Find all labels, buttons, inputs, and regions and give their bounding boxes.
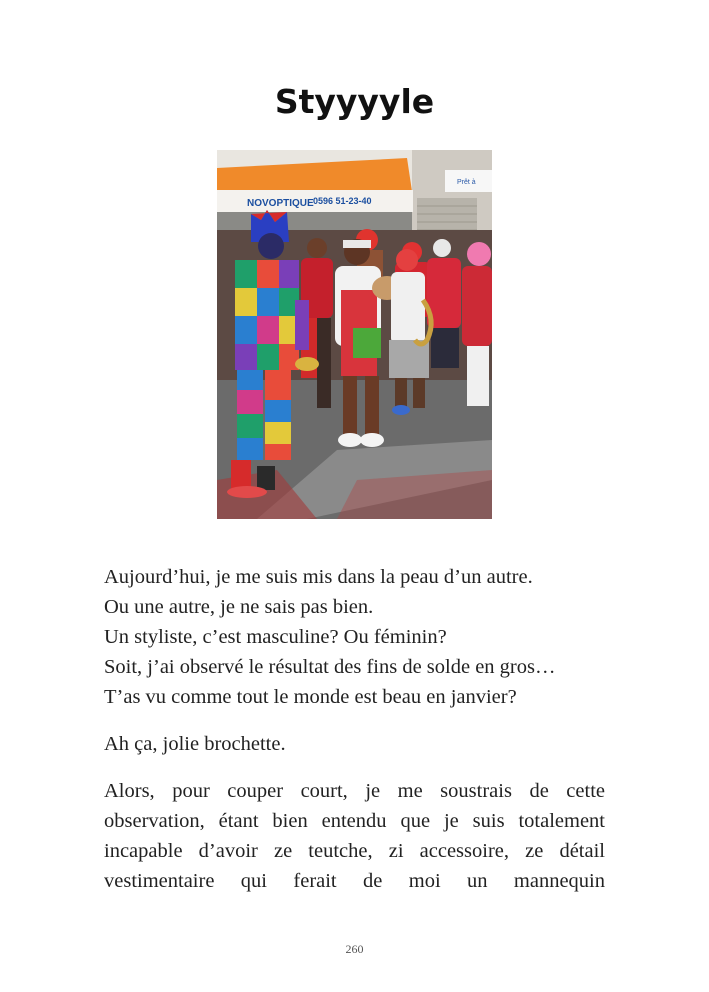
body-text (104, 562, 605, 913)
sign-phone: 0596 51-23-40 (313, 196, 372, 206)
page-number: 260 (345, 942, 364, 956)
sign-brand: NOVOPTIQUE (247, 198, 314, 209)
paragraph-1-line-3: Un styliste, c’est masculine? Ou féminin? (104, 626, 447, 648)
paragraph-1 (104, 562, 605, 712)
paragraph-1-line-2: Ou une autre, je ne sais pas bien. (104, 596, 374, 618)
carnival-photo (217, 150, 492, 519)
paragraph-1-line-5: T’as vu comme tout le monde est beau en janvier? (104, 686, 517, 708)
sign-right: Prêt à (457, 179, 476, 186)
page-title: Styyyyle (274, 82, 435, 121)
paragraph-2: Ah ça, jolie brochette. (104, 733, 286, 755)
paragraph-3: Alors, pour couper court, je me soustrais de cette observation, étant bien entendu que je suis totalement incapable d’avoir ze teutche, zi accessoire, ze détail vestimentaire qui ferait de moi un mannequin (104, 780, 605, 892)
paragraph-1-line-4: Soit, j’ai observé le résultat des fins de solde en gros… (104, 656, 556, 678)
paragraph-1-line-1: Aujourd’hui, je me suis mis dans la peau d’un autre. (104, 566, 533, 588)
